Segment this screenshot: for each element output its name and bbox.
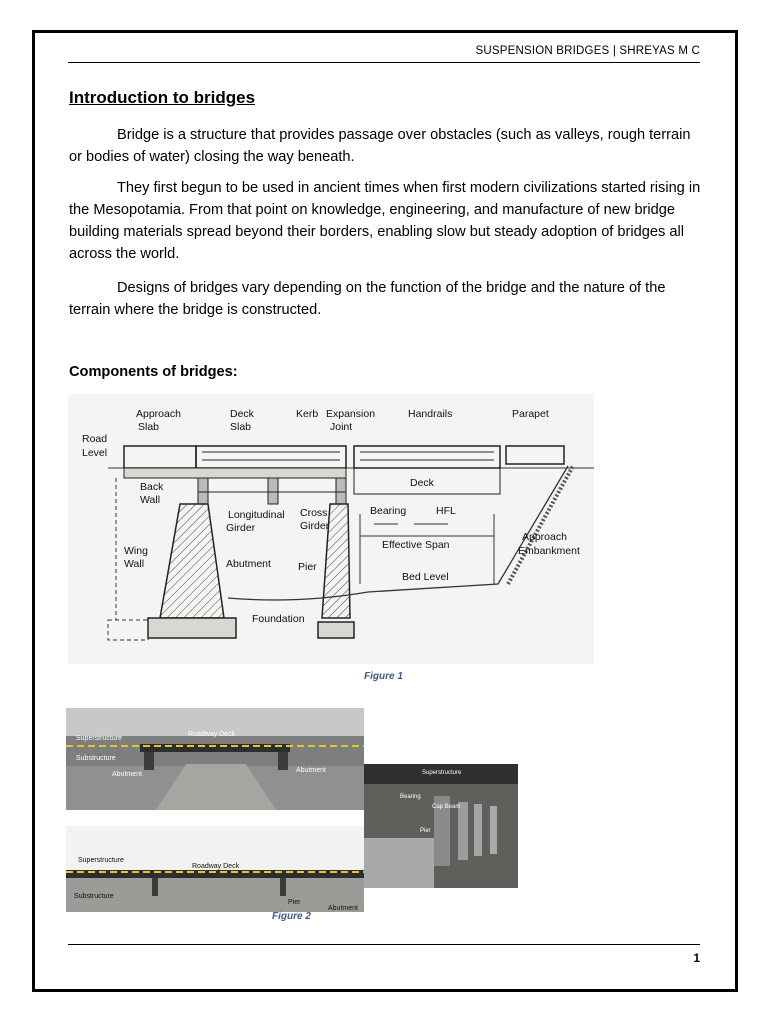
section-title: Introduction to bridges [69,88,256,107]
label-hfl: HFL [436,505,456,517]
label-effective-span: Effective Span [382,539,450,551]
photo-top-roadway-deck: Roadway Deck [188,731,236,738]
label-cross-girder: Girder [300,520,330,532]
paragraph-1-text: Bridge is a structure that provides passage over obstacles (such as valleys, rough terrain or bodies of water) closing the way beneath. [69,127,691,165]
photo-bottom-pier: Pier [288,899,301,906]
paragraph-2-text: They first begun to be used in ancient times when first modern civilizations started rising in the Mesopotamia. From that point on knowledge, engineering, and manufacture of new bridge building materials spread beyond their borders, enabling slow but steady adoption of bridges all across the world. [69,180,701,262]
photo-top-abutment-left: Abutment [112,771,142,778]
bridge-photos-collage [66,708,520,938]
label-expansion: Expansion [326,408,376,420]
label-handrails: Handrails [408,408,453,420]
paragraph-2 [69,177,701,265]
label-road-level: Level [82,447,108,459]
label-cross: Cross [300,507,328,519]
figure-2-caption: Figure 2 [272,911,311,922]
paragraph-3 [69,277,701,321]
figure-1-caption: Figure 1 [364,671,403,682]
label-deck-slab: Slab [230,421,252,433]
page-number: 1 [693,951,700,965]
photo-right-cap-beam: Cap Beam [432,804,461,810]
bridge-components-diagram [68,394,594,664]
label-longitudinal: Longitudinal [228,509,285,521]
label-foundation: Foundation [252,613,305,625]
paragraph-3-text: Designs of bridges vary depending on the function of the bridge and the nature of the terrain where the bridge is constructed. [69,280,666,318]
paragraph-1 [69,124,701,168]
label-joint: Joint [330,421,353,433]
photo-right-superstructure: Superstructure [422,770,462,776]
label-pier: Pier [298,561,317,573]
photo-bottom-superstructure: Superstructure [78,857,124,864]
label-wing-wall: Wall [124,558,145,570]
label-deck-center: Deck [410,477,434,489]
label-bed-level: Bed Level [402,571,449,583]
label-parapet: Parapet [512,408,549,420]
photo-right-pier: Pier [420,828,431,834]
label-back: Back [140,481,164,493]
label-kerb: Kerb [296,408,319,420]
photo-bottom-abutment: Abutment [328,905,358,912]
label-deck: Deck [230,408,254,420]
photo-top-abutment-right: Abutment [296,767,326,774]
label-longitudinal-girder: Girder [226,522,256,534]
photo-bottom-roadway-deck: Roadway Deck [192,863,240,870]
page-footer [68,944,700,965]
subsection-title: Components of bridges: [69,364,238,380]
label-approach-embankment-1: Approach [522,531,567,543]
label-approach: Approach [136,408,181,420]
label-back-wall: Wall [140,494,161,506]
label-wing: Wing [124,545,148,557]
label-road: Road [82,433,108,445]
label-approach-slab: Slab [138,421,160,433]
label-approach-embankment-2: Embankment [518,545,580,557]
photo-top-superstructure: Superstructure [76,735,122,742]
running-header: SUSPENSION BRIDGES | SHREYAS M C [68,40,700,63]
label-abutment: Abutment [226,558,271,570]
photo-top-substructure: Substructure [76,755,116,762]
photo-bottom-substructure: Substructure [74,893,114,900]
photo-right-bearing: Bearing [400,794,421,800]
label-bearing: Bearing [370,505,407,517]
